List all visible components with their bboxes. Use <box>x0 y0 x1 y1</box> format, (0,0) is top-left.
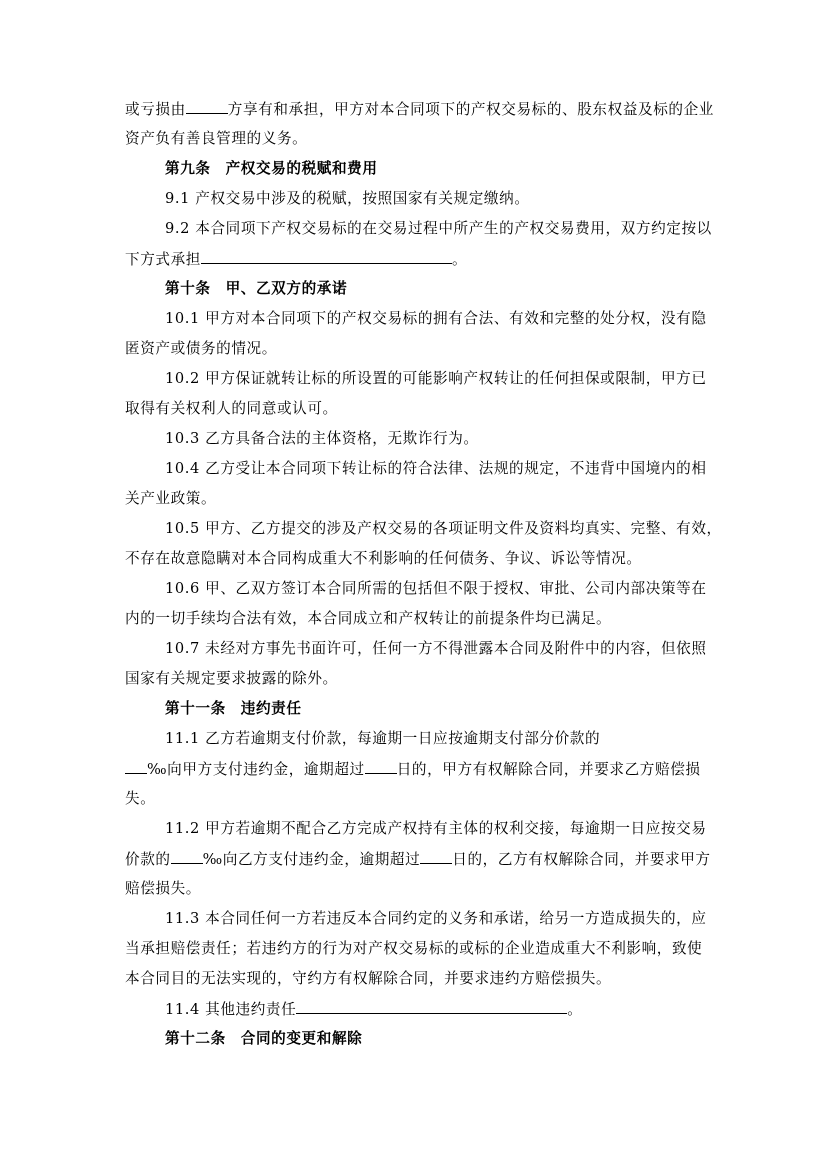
text-line: 11.2 甲方若逾期不配合乙方完成产权持有主体的权利交接，每逾期一日应按交易 <box>165 820 707 837</box>
text-line: 10.4 乙方受让本合同项下转让标的符合法律、法规的规定，不违背中国境内的相 <box>165 460 707 477</box>
fill-blank <box>365 759 397 774</box>
section-heading <box>165 279 347 299</box>
text-line: 赔偿损失。 <box>125 880 201 897</box>
text-line <box>125 99 714 120</box>
section-heading <box>165 159 378 179</box>
text-line: 本合同目的无法实现的，守约方有权解除合同，并要求违约方赔偿损失。 <box>125 970 612 987</box>
fill-blank <box>171 849 203 864</box>
text-segment: 11.4 其他违约责任 <box>165 1001 297 1018</box>
text-segment: 日的，甲方有权解除合同，并要求乙方赔偿损 <box>396 761 701 778</box>
text-segment: 。 <box>567 1001 583 1018</box>
article-number: 第九条 <box>165 160 211 177</box>
text-segment: 下方式承担 <box>125 251 201 268</box>
text-line: 10.7 未经对方事先书面许可，任何一方不得泄露本合同及附件中的内容，但依照 <box>165 640 707 657</box>
text-line: 国家有关规定要求披露的除外。 <box>125 670 338 687</box>
text-line: 关产业政策。 <box>125 490 217 507</box>
text-line <box>125 849 711 870</box>
article-number: 第十条 <box>165 280 211 297</box>
article-title: 产权交易的税赋和费用 <box>225 160 378 177</box>
text-segment: 价款的 <box>125 851 171 868</box>
text-segment: 方享有和承担，甲方对本合同项下的产权交易标的、股东权益及标的企业 <box>227 101 714 118</box>
article-title: 甲、乙双方的承诺 <box>225 280 348 297</box>
text-line: 9.2 本合同项下产权交易标的在交易过程中所产生的产权交易费用，双方约定按以 <box>165 220 712 237</box>
article-title: 合同的变更和解除 <box>240 1030 363 1047</box>
text-line: 9.1 产权交易中涉及的税赋，按照国家有关规定缴纳。 <box>165 190 530 207</box>
section-heading <box>165 1029 362 1049</box>
text-line <box>125 759 701 780</box>
text-line: 匿资产或债务的情况。 <box>125 340 277 357</box>
text-line: 10.6 甲、乙双方签订本合同所需的包括但不限于授权、审批、公司内部决策等在 <box>165 580 707 597</box>
fill-blank <box>186 99 228 114</box>
text-line: 10.1 甲方对本合同项下的产权交易标的拥有合法、有效和完整的处分权，没有隐 <box>165 310 707 327</box>
text-line: 资产负有善良管理的义务。 <box>125 130 308 147</box>
fill-blank <box>125 759 147 774</box>
article-title: 违约责任 <box>240 700 302 717</box>
text-line: 内的一切手续均合法有效，本合同成立和产权转让的前提条件均已满足。 <box>125 610 612 627</box>
text-line: 10.5 甲方、乙方提交的涉及产权交易的各项证明文件及资料均真实、完整、有效， <box>165 520 722 537</box>
text-line <box>165 999 583 1020</box>
text-segment: 日的，乙方有权解除合同，并要求甲方 <box>452 851 711 868</box>
text-segment: 或亏损由 <box>125 101 186 118</box>
text-line <box>125 249 467 270</box>
fill-blank <box>296 999 567 1014</box>
text-line: 取得有关权利人的同意或认可。 <box>125 400 338 417</box>
text-segment: 。 <box>451 251 468 268</box>
text-line: 失。 <box>125 790 156 807</box>
text-line: 不存在故意隐瞒对本合同构成重大不利影响的任何债务、争议、诉讼等情况。 <box>125 550 642 567</box>
text-line: 当承担赔偿责任；若违约方的行为对产权交易标的或标的企业造成重大不利影响，致使 <box>125 940 703 957</box>
fill-blank <box>420 849 452 864</box>
article-number: 第十二条 <box>165 1030 226 1047</box>
fill-blank <box>201 249 452 264</box>
text-line: 11.3 本合同任何一方若违反本合同约定的义务和承诺，给另一方造成损失的，应 <box>165 910 707 927</box>
text-line: 11.1 乙方若逾期支付价款，每逾期一日应按逾期支付部分价款的 <box>165 730 601 747</box>
text-segment: ‰向乙方支付违约金，逾期超过 <box>202 851 421 868</box>
text-line: 10.3 乙方具备合法的主体资格，无欺诈行为。 <box>165 430 479 447</box>
text-segment: ‰向甲方支付违约金，逾期超过 <box>147 761 365 778</box>
text-line: 10.2 甲方保证就转让标的所设置的可能影响产权转让的任何担保或限制，甲方已 <box>165 370 707 387</box>
article-number: 第十一条 <box>165 700 226 717</box>
section-heading <box>165 699 302 719</box>
